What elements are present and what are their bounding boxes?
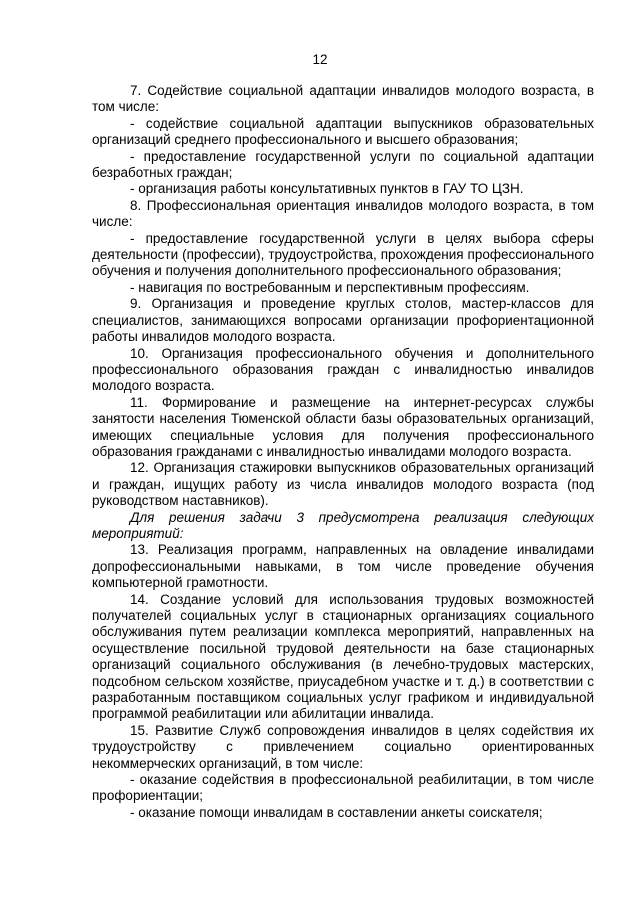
paragraph-item-14: 14. Создание условий для использования трудовых возможностей получателей социальных услуг в стационарных организациях социального обслуживания путем реализации комплекса мероприятий, направленных на осуществление посильной трудовой деятельности на базе стационарных организаций социального обслуживания (в лечебно-трудовых мастерских, подсобном сельском хозяйстве, приусадебном участке и т. д.) в соответствии с разработанным поставщиком социальных услуг графиком и индивидуальной программой реабилитации или абилитации инвалида. [92, 591, 594, 722]
document-body [92, 83, 594, 821]
paragraph-item-10: 10. Организация профессионального обучения и дополнительного профессионального образования граждан с инвалидностью инвалидов молодого возраста. [92, 345, 594, 394]
paragraph-bullet-15a: - оказание содействия в профессиональной реабилитации, в том числе профориентации; [92, 772, 594, 804]
paragraph-item-12: 12. Организация стажировки выпускников образовательных организаций и граждан, ищущих работу из числа инвалидов молодого возраста (под руководством наставников). [92, 460, 594, 509]
paragraph-bullet-15b: - оказание помощи инвалидам в составлении анкеты соискателя; [130, 804, 543, 820]
paragraph-item-8: 8. Профессиональная ориентация инвалидов молодого возраста, в том числе: [92, 197, 594, 230]
paragraph-item-11: 11. Формирование и размещение на интернет-ресурсах службы занятости населения Тюменской области базы образовательных организаций, имеющих специальные условия для получения профессионального образования гражданами с инвалидностью инвалидами молодого возраста. [92, 394, 594, 459]
paragraph-item-9: 9. Организация и проведение круглых столов, мастер-классов для специалистов, занимающихся вопросами организации профориентационной работы инвалидов молодого возраста. [92, 296, 594, 345]
paragraph-bullet-7b: - предоставление государственной услуги по социальной адаптации безработных граждан; [92, 148, 594, 181]
paragraph-bullet-8b: - навигация по востребованным и перспективным профессиям. [130, 279, 530, 295]
paragraph-item-15: 15. Развитие Служб сопровождения инвалидов в целях содействия их трудоустройству с привлечением социально ориентированных некоммерческих организаций, в том числе: [92, 722, 594, 771]
paragraph-task-3-heading: Для решения задачи 3 предусмотрена реализация следующих мероприятий: [92, 509, 594, 541]
paragraph-bullet-7a: - содействие социальной адаптации выпускников образовательных организаций среднего профессионального и высшего образования; [92, 115, 594, 148]
paragraph-item-7: 7. Содействие социальной адаптации инвалидов молодого возраста, в том числе: [92, 83, 594, 115]
paragraph-item-13: 13. Реализация программ, направленных на овладение инвалидами допрофессиональными навыками, в том числе проведение обучения компьютерной грамотности. [92, 542, 594, 591]
paragraph-bullet-7c: - организация работы консультативных пунктов в ГАУ ТО ЦЗН. [130, 181, 524, 197]
paragraph-bullet-8a: - предоставление государственной услуги в целях выбора сферы деятельности (профессии), трудоустройства, прохождения профессионального обучения и получения дополнительного профессионального образования; [92, 230, 594, 279]
page-number: 12 [312, 52, 328, 67]
